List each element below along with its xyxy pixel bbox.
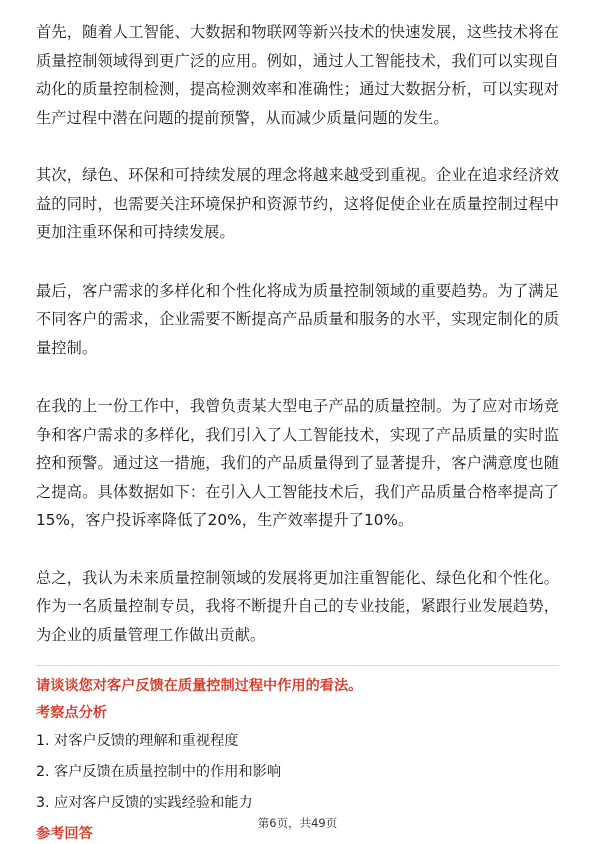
page-number-footer: 第6页，共49页 — [257, 816, 338, 830]
paragraph-trend-technology: 首先，随着人工智能、大数据和物联网等新兴技术的快速发展，这些技术将在质量控制领域得到更广泛的应用。例如，通过人工智能技术，我们可以实现自动化的质量控制检测，提高检测效率和准确性；通过大数据分析，可以实现对生产过程中潜在问题的提前预警，从而减少质量问题的发生。 — [36, 23, 559, 127]
analysis-list — [36, 731, 559, 813]
paragraph-trend-green: 其次，绿色、环保和可持续发展的理念将越来越受到重视。企业在追求经济效益的同时，也需要关注环境保护和资源节约，这将促使企业在质量控制过程中更加注重环保和可持续发展。 — [36, 166, 559, 241]
analysis-item: 1. 对客户反馈的理解和重视程度 — [36, 733, 239, 749]
analysis-item: 3. 应对客户反馈的实践经验和能力 — [36, 795, 253, 811]
interview-question: 请谈谈您对客户反馈在质量控制过程中作用的看法。 — [36, 678, 363, 694]
answer-heading: 参考回答 — [36, 826, 93, 842]
analysis-heading: 考察点分析 — [36, 705, 107, 721]
paragraph-trend-customization: 最后，客户需求的多样化和个性化将成为质量控制领域的重要趋势。为了满足不同客户的需求，企业需要不断提高产品质量和服务的水平，实现定制化的质量控制。 — [36, 281, 559, 357]
section-divider — [36, 665, 559, 666]
paragraph-experience: 在我的上一份工作中，我曾负责某大型电子产品的质量控制。为了应对市场竞争和客户需求的多样化，我们引入了人工智能技术，实现了产品质量的实时监控和预警。通过这一措施，我们的产品质量得到了显著提升，客户满意度也随之提高。具体数据如下：在引入人工智能技术后，我们产品质量合格率提高了15%，客户投诉率降低了20%，生产效率提升了10%。 — [36, 397, 559, 529]
paragraph-conclusion: 总之，我认为未来质量控制领域的发展将更加注重智能化、绿色化和个性化。作为一名质量控制专员，我将不断提升自己的专业技能，紧跟行业发展趋势，为企业的质量管理工作做出贡献。 — [36, 568, 559, 644]
document-body — [36, 14, 559, 844]
analysis-item: 2. 客户反馈在质量控制中的作用和影响 — [36, 764, 282, 780]
